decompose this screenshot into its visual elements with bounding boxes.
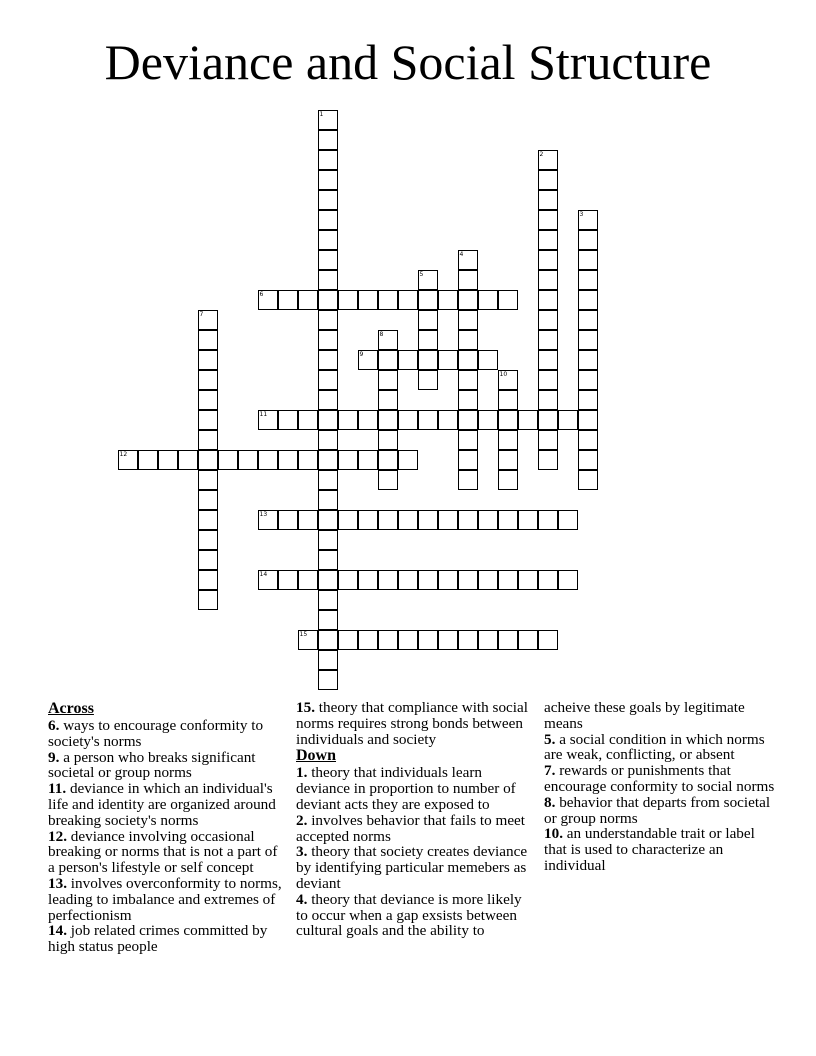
clue-number: 5: [419, 270, 424, 278]
grid-cell[interactable]: [578, 210, 598, 230]
grid-cell[interactable]: [458, 630, 478, 650]
grid-cell[interactable]: [378, 630, 398, 650]
grid-cell[interactable]: [538, 390, 558, 410]
grid-cell[interactable]: [538, 210, 558, 230]
grid-cell[interactable]: [398, 410, 418, 430]
grid-cell[interactable]: [458, 430, 478, 450]
grid-cell[interactable]: [458, 310, 478, 330]
grid-cell[interactable]: [458, 510, 478, 530]
grid-cell[interactable]: [318, 550, 338, 570]
grid-cell[interactable]: [338, 630, 358, 650]
grid-cell[interactable]: [318, 350, 338, 370]
grid-cell[interactable]: [378, 510, 398, 530]
down-clue: 3. theory that society creates deviance by identifying particular memebers as deviant: [296, 843, 528, 892]
grid-cell[interactable]: [378, 410, 398, 430]
grid-cell[interactable]: [458, 250, 478, 270]
grid-cell[interactable]: [538, 430, 558, 450]
grid-cell[interactable]: [438, 410, 458, 430]
grid-cell[interactable]: [378, 290, 398, 310]
grid-cell[interactable]: [578, 350, 598, 370]
grid-cell[interactable]: [438, 630, 458, 650]
grid-cell[interactable]: [118, 450, 138, 470]
grid-cell[interactable]: [578, 410, 598, 430]
grid-cell[interactable]: [478, 630, 498, 650]
grid-cell[interactable]: [478, 350, 498, 370]
grid-cell[interactable]: [538, 510, 558, 530]
grid-cell[interactable]: [298, 630, 318, 650]
grid-cell[interactable]: [478, 410, 498, 430]
grid-cell[interactable]: [158, 450, 178, 470]
across-clue: 14. job related crimes committed by high status people: [48, 922, 268, 956]
grid-cell[interactable]: [198, 410, 218, 430]
grid-cell[interactable]: [418, 350, 438, 370]
grid-cell[interactable]: [538, 310, 558, 330]
down-clue: 10. an understandable trait or label that is used to characterize an individual: [544, 825, 755, 874]
across-clue: 11. deviance in which an individual's life and identity are organized around breaking society's norms: [48, 780, 276, 829]
clue-number: 12: [119, 450, 128, 458]
grid-cell[interactable]: [298, 570, 318, 590]
grid-cell[interactable]: [478, 570, 498, 590]
across-clue: 12. deviance involving occasional breaking or norms that is not a part of a person's lifestyle or self concept: [48, 827, 278, 877]
down-clue: 5. a social condition in which norms are weak, conflicting, or absent: [544, 730, 765, 764]
grid-cell[interactable]: [258, 290, 278, 310]
grid-cell[interactable]: [418, 270, 438, 290]
grid-cell[interactable]: [518, 410, 538, 430]
down-clue: 1. theory that individuals learn deviance in proportion to number of deviant acts they are exposed to: [296, 764, 516, 813]
grid-cell[interactable]: [318, 650, 338, 670]
grid-cell[interactable]: [398, 510, 418, 530]
across-clue: 6. ways to encourage conformity to society's norms: [48, 717, 264, 750]
grid-cell[interactable]: [318, 450, 338, 470]
grid-cell[interactable]: [298, 510, 318, 530]
grid-cell[interactable]: [378, 570, 398, 590]
grid-cell[interactable]: [578, 390, 598, 410]
clue-number: 14: [259, 570, 268, 578]
grid-cell[interactable]: [378, 330, 398, 350]
grid-cell[interactable]: [318, 590, 338, 610]
clue-number: 9: [359, 350, 364, 358]
clue-number: 2: [539, 150, 544, 158]
grid-cell[interactable]: [358, 290, 378, 310]
grid-cell[interactable]: [458, 290, 478, 310]
grid-cell[interactable]: [318, 310, 338, 330]
grid-cell[interactable]: [538, 350, 558, 370]
grid-cell[interactable]: [198, 330, 218, 350]
grid-cell[interactable]: [418, 370, 438, 390]
grid-cell[interactable]: [318, 610, 338, 630]
grid-cell[interactable]: [518, 630, 538, 650]
grid-cell[interactable]: [318, 210, 338, 230]
grid-cell[interactable]: [358, 510, 378, 530]
grid-cell[interactable]: [378, 370, 398, 390]
grid-cell[interactable]: [318, 190, 338, 210]
clue-number: 8: [379, 330, 384, 338]
grid-cell[interactable]: [358, 410, 378, 430]
grid-cell[interactable]: [398, 290, 418, 310]
clue-number: 11: [259, 410, 268, 418]
grid-cell[interactable]: [478, 510, 498, 530]
grid-cell[interactable]: [198, 470, 218, 490]
grid-cell[interactable]: [198, 390, 218, 410]
grid-cell[interactable]: [458, 370, 478, 390]
grid-cell[interactable]: [518, 570, 538, 590]
grid-cell[interactable]: [398, 450, 418, 470]
grid-cell[interactable]: [558, 570, 578, 590]
grid-cell[interactable]: [198, 310, 218, 330]
down-clue: 2. involves behavior that fails to meet accepted norms: [296, 811, 526, 845]
grid-cell[interactable]: [378, 470, 398, 490]
grid-cell[interactable]: [318, 130, 338, 150]
grid-cell[interactable]: [458, 450, 478, 470]
grid-cell[interactable]: [478, 290, 498, 310]
grid-cell[interactable]: [198, 490, 218, 510]
grid-cell[interactable]: [498, 290, 518, 310]
grid-cell[interactable]: [418, 510, 438, 530]
grid-cell[interactable]: [578, 270, 598, 290]
grid-cell[interactable]: [198, 570, 218, 590]
grid-cell[interactable]: [378, 450, 398, 470]
grid-cell[interactable]: [258, 510, 278, 530]
grid-cell[interactable]: [498, 570, 518, 590]
grid-cell[interactable]: [378, 350, 398, 370]
grid-cell[interactable]: [498, 630, 518, 650]
clue-number: 3: [579, 210, 584, 218]
grid-cell[interactable]: [278, 410, 298, 430]
grid-cell[interactable]: [418, 410, 438, 430]
grid-cell[interactable]: [418, 310, 438, 330]
grid-cell[interactable]: [318, 370, 338, 390]
grid-cell[interactable]: [498, 390, 518, 410]
grid-cell[interactable]: [578, 330, 598, 350]
grid-cell[interactable]: [258, 450, 278, 470]
grid-cell[interactable]: [318, 290, 338, 310]
grid-cell[interactable]: [298, 290, 318, 310]
across-clue: 9. a person who breaks significant societal or group norms: [48, 748, 256, 782]
grid-cell[interactable]: [198, 430, 218, 450]
puzzle-title: Deviance and Social Structure: [104, 34, 712, 90]
grid-cell[interactable]: [298, 450, 318, 470]
grid-cell[interactable]: [338, 570, 358, 590]
grid-cell[interactable]: [318, 330, 338, 350]
grid-cell[interactable]: [578, 250, 598, 270]
grid-cell[interactable]: [438, 350, 458, 370]
grid-cell[interactable]: [498, 410, 518, 430]
grid-cell[interactable]: [318, 150, 338, 170]
grid-cell[interactable]: [438, 510, 458, 530]
clue-number: 13: [259, 510, 268, 518]
grid-cell[interactable]: [418, 330, 438, 350]
grid-cell[interactable]: [578, 470, 598, 490]
grid-cell[interactable]: [578, 370, 598, 390]
grid-cell[interactable]: [558, 510, 578, 530]
grid-cell[interactable]: [338, 510, 358, 530]
grid-cell[interactable]: [438, 290, 458, 310]
grid-cell[interactable]: [538, 170, 558, 190]
grid-cell[interactable]: [238, 450, 258, 470]
grid-cell[interactable]: [538, 570, 558, 590]
grid-cell[interactable]: [458, 470, 478, 490]
grid-cell[interactable]: [318, 250, 338, 270]
grid-cell[interactable]: [318, 270, 338, 290]
grid-cell[interactable]: [318, 390, 338, 410]
grid-cell[interactable]: [278, 450, 298, 470]
grid-cell[interactable]: [258, 410, 278, 430]
grid-cell[interactable]: [338, 410, 358, 430]
down-clue: 7. rewards or punishments that encourage conformity to social norms: [544, 762, 775, 795]
grid-cell[interactable]: [458, 410, 478, 430]
grid-cell[interactable]: [538, 150, 558, 170]
grid-cell[interactable]: [498, 370, 518, 390]
grid-cell[interactable]: [498, 470, 518, 490]
grid-cell[interactable]: [278, 510, 298, 530]
grid-cell[interactable]: [278, 290, 298, 310]
grid-cell[interactable]: [578, 290, 598, 310]
grid-cell[interactable]: [418, 290, 438, 310]
grid-cell[interactable]: [318, 490, 338, 510]
grid-cell[interactable]: [178, 450, 198, 470]
grid-cell[interactable]: [298, 410, 318, 430]
grid-cell[interactable]: [458, 270, 478, 290]
grid-cell[interactable]: [538, 290, 558, 310]
clue-number: 15: [299, 630, 308, 638]
grid-cell[interactable]: [558, 410, 578, 430]
grid-cell[interactable]: [318, 670, 338, 690]
across-heading: Across: [48, 700, 94, 717]
grid-cell[interactable]: [198, 370, 218, 390]
grid-cell[interactable]: [578, 230, 598, 250]
grid-cell[interactable]: [398, 630, 418, 650]
down-heading: Down: [296, 747, 337, 765]
grid-cell[interactable]: [198, 450, 218, 470]
grid-cell[interactable]: [378, 390, 398, 410]
grid-cell[interactable]: [278, 570, 298, 590]
grid-cell[interactable]: [498, 430, 518, 450]
clue-number: 4: [459, 250, 464, 258]
grid-cell[interactable]: [218, 450, 238, 470]
grid-cell[interactable]: [498, 450, 518, 470]
grid-cell[interactable]: [198, 350, 218, 370]
grid-cell[interactable]: [318, 410, 338, 430]
grid-cell[interactable]: [498, 510, 518, 530]
clue-number: 10: [499, 370, 508, 378]
grid-cell[interactable]: [458, 350, 478, 370]
grid-cell[interactable]: [318, 170, 338, 190]
grid-cell[interactable]: [358, 450, 378, 470]
clue-number: 7: [199, 310, 204, 318]
grid-cell[interactable]: [518, 510, 538, 530]
grid-cell[interactable]: [418, 630, 438, 650]
grid-cell[interactable]: [318, 230, 338, 250]
grid-cell[interactable]: [198, 590, 218, 610]
grid-cell[interactable]: [418, 570, 438, 590]
grid-cell[interactable]: [578, 310, 598, 330]
across-clue: 13. involves overconformity to norms, leading to imbalance and extremes of perfectionism: [48, 874, 282, 924]
grid-cell[interactable]: [318, 430, 338, 450]
down-clue: 4. theory that deviance is more likely to occur when a gap exsists between cultural goals and the ability to acheive these goals by legitimate means: [296, 700, 745, 940]
down-clue: 8. behavior that departs from societal or group norms: [544, 793, 771, 827]
grid-cell[interactable]: [198, 530, 218, 550]
grid-cell[interactable]: [578, 430, 598, 450]
grid-cell[interactable]: [538, 270, 558, 290]
grid-cell[interactable]: [438, 570, 458, 590]
across-clue: 15. theory that compliance with social norms requires strong bonds between individuals and society: [296, 700, 528, 748]
grid-cell[interactable]: [358, 350, 378, 370]
grid-cell[interactable]: [578, 450, 598, 470]
grid-cell[interactable]: [318, 470, 338, 490]
grid-cell[interactable]: [318, 510, 338, 530]
grid-cell[interactable]: [318, 570, 338, 590]
grid-cell[interactable]: [198, 550, 218, 570]
grid-cell[interactable]: [318, 630, 338, 650]
grid-cell[interactable]: [538, 630, 558, 650]
grid-cell[interactable]: [338, 290, 358, 310]
grid-cell[interactable]: [398, 570, 418, 590]
grid-cell[interactable]: [538, 410, 558, 430]
grid-cell[interactable]: [538, 450, 558, 470]
grid-cell[interactable]: [458, 390, 478, 410]
grid-cell[interactable]: [258, 570, 278, 590]
grid-cell[interactable]: [318, 530, 338, 550]
grid-cell[interactable]: [378, 430, 398, 450]
grid-cell[interactable]: [538, 230, 558, 250]
clues-section: [48, 700, 778, 956]
grid-cell[interactable]: [198, 510, 218, 530]
clue-number: 1: [319, 110, 324, 118]
grid-cell[interactable]: [338, 450, 358, 470]
grid-cell[interactable]: [358, 570, 378, 590]
grid-cell[interactable]: [398, 350, 418, 370]
grid-cell[interactable]: [358, 630, 378, 650]
clue-number: 6: [259, 290, 264, 298]
grid-cell[interactable]: [538, 190, 558, 210]
grid-cell[interactable]: [538, 330, 558, 350]
grid-cell[interactable]: [458, 570, 478, 590]
grid-cell[interactable]: [458, 330, 478, 350]
grid-cell[interactable]: [138, 450, 158, 470]
grid-cell[interactable]: [538, 370, 558, 390]
grid-cell[interactable]: [538, 250, 558, 270]
grid-cell[interactable]: [318, 110, 338, 130]
